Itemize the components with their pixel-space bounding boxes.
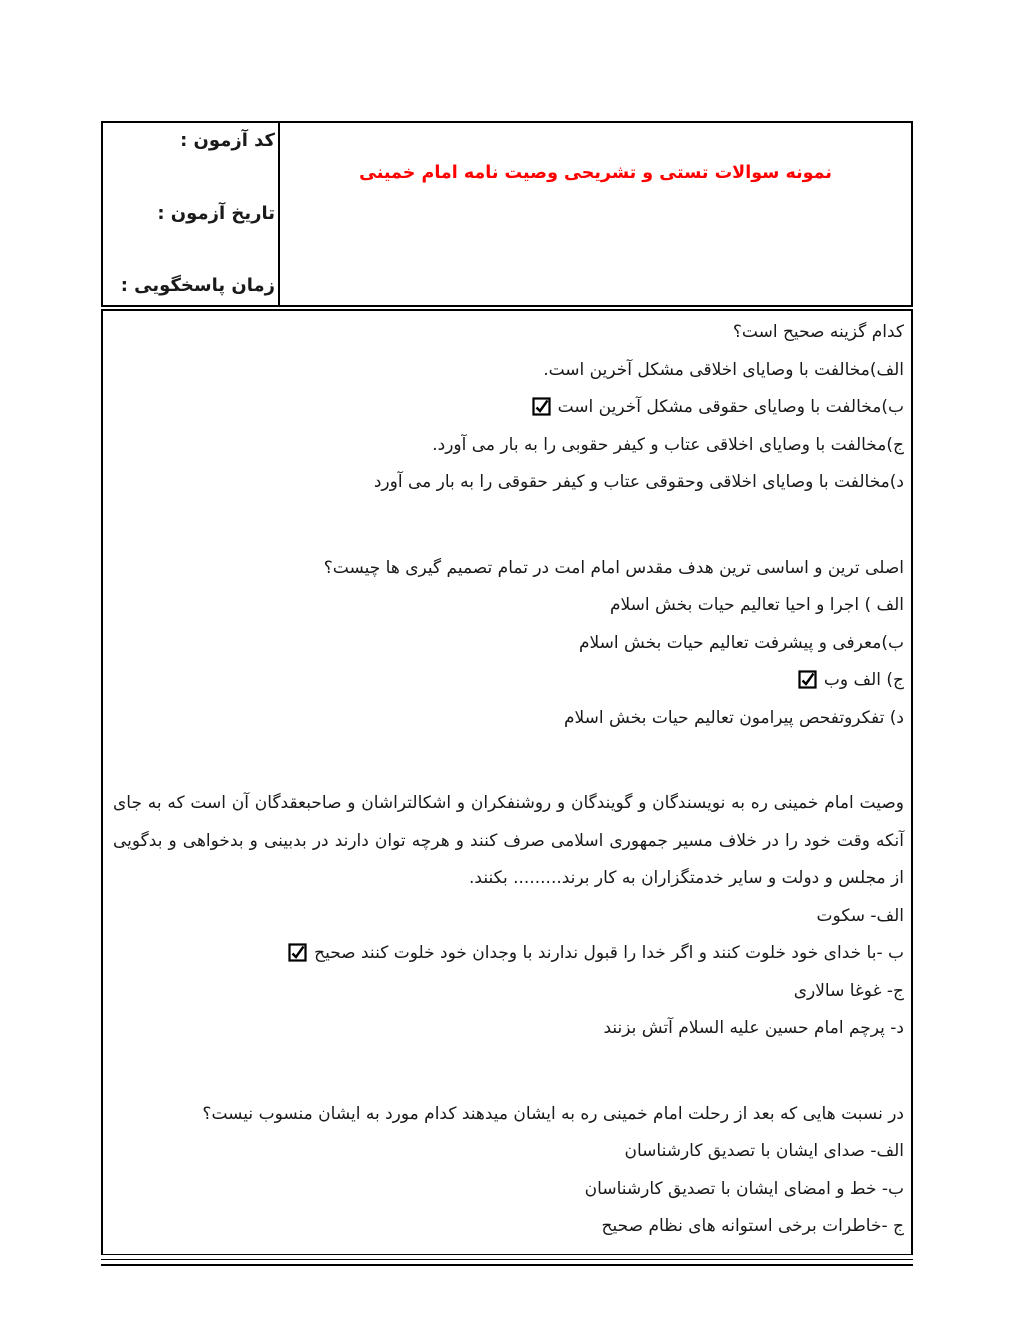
document-page (101, 121, 913, 1266)
question-block (113, 1096, 904, 1246)
answer-option-text: د- پرچم امام حسین علیه السلام آتش بزنند (603, 1018, 904, 1038)
exam-duration-label: زمان پاسخگویی : (120, 275, 275, 296)
answer-option-text: الف- سکوت (816, 905, 904, 926)
answer-option-text: ج -خاطرات برخی استوانه های نظام صحیح (601, 1216, 904, 1236)
answer-option (113, 389, 904, 427)
answer-option (113, 935, 904, 973)
checked-checkbox-icon[interactable] (798, 670, 817, 689)
question-block (113, 314, 904, 502)
answer-option (113, 352, 904, 390)
question-block (113, 785, 904, 1048)
answer-option-text: ج)مخالفت با وصایای اخلاقی عتاب و کیفر حقوبی را به بار می آورد. (432, 434, 904, 455)
page-title: نمونه سوالات تستی و تشریحی وصیت نامه امام خمینی (359, 163, 832, 183)
answer-option-text: ج) الف وب (823, 670, 904, 690)
answer-option-text: ب -با خدای خود خلوت کنند و اگر خدا را قبول ندارند با وجدان خود خلوت کنند صحیح (314, 943, 904, 963)
answer-option (113, 1133, 904, 1171)
answer-option-text: ج- غوغا سالاری (793, 980, 904, 1001)
answer-option-text: الف)مخالفت با وصایای اخلاقی مشکل آخرین است. (543, 359, 904, 380)
answer-option-text: ب- خط و امضای ایشان با تصدیق کارشناسان (584, 1178, 904, 1199)
exam-code-label: کد آزمون : (180, 130, 275, 151)
answer-option (113, 1171, 904, 1209)
answer-option (113, 700, 904, 738)
exam-meta-cell (103, 123, 280, 305)
exam-title-cell (280, 123, 911, 305)
checked-checkbox-icon[interactable] (532, 397, 551, 416)
answer-option-text: ب)مخالفت با وصایای حقوقی مشکل آخرین است (557, 397, 904, 417)
answer-option-text: ب)معرفی و پیشرفت تعالیم حیات بخش اسلام (578, 632, 904, 653)
exam-date-label: تاریخ آزمون : (157, 202, 275, 224)
answer-option (113, 464, 904, 502)
answer-option (113, 625, 904, 663)
exam-header-table (101, 121, 913, 307)
question-prompt: وصیت امام خمینی ره به نویسندگان و گویندگان و روشنفکران و اشکالتراشان و صاحبعقدگان آن است که به جای آنکه وقت خود را در خلاف مسیر جمهوری اسلامی صرف کنند و هرچه توان دارند در بدبینی و بدخواهی و بدگویی از مجلس و دولت و سایر خدمتگزاران به کار برند......... بکنند. (113, 793, 904, 888)
answer-option (113, 662, 904, 700)
answer-option-text: الف- صدای ایشان با تصدیق کارشناسان (624, 1141, 904, 1161)
question-prompt: در نسبت هایی که بعد از رحلت امام خمینی ره به ایشان میدهند کدام مورد به ایشان منسوب نیست؟ (202, 1103, 904, 1124)
answer-option (113, 1010, 904, 1048)
answer-option (113, 1208, 904, 1246)
bottom-double-rule (101, 1259, 913, 1266)
answer-option (113, 427, 904, 465)
answer-option-text: د) تفکروتفحص پیرامون تعالیم حیات بخش اسلام (564, 707, 904, 728)
question-block (113, 550, 904, 738)
answer-option-text: الف ) اجرا و احیا تعالیم حیات بخش اسلام (609, 595, 904, 615)
answer-option-text: د)مخالفت با وصایای اخلاقی وحقوقی عتاب و کیفر حقوقی را به بار می آورد (373, 472, 904, 492)
questions-box (101, 309, 913, 1255)
question-prompt: اصلی ترین و اساسی ترین هدف مقدس امام امت در تمام تصمیم گیری ها چیست؟ (323, 557, 904, 578)
question-prompt: کدام گزینه صحیح است؟ (732, 322, 904, 342)
answer-option (113, 587, 904, 625)
checked-checkbox-icon[interactable] (288, 943, 307, 962)
answer-option (113, 898, 904, 936)
answer-option (113, 973, 904, 1011)
